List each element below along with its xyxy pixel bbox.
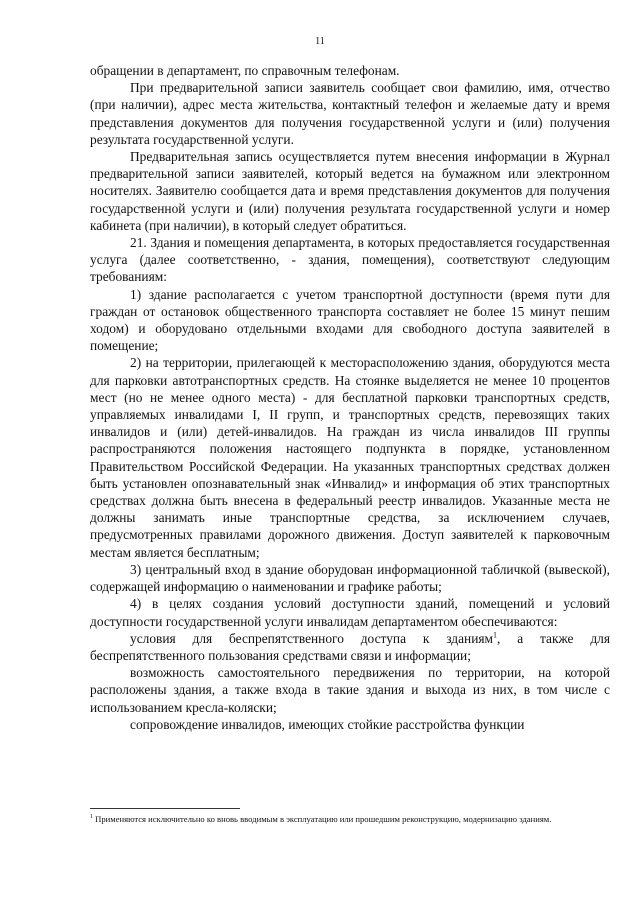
- access-conditions-text-end: , а также для беспрепятственного пользования средствами связи и информации;: [90, 630, 610, 663]
- footnote: [90, 813, 610, 826]
- paragraph-record-journal: Предварительная запись осуществляется путем внесения информации в Журнал предварительной записи заявителей, который ведется на бумажном или электронном носителях. Заявителю сообщается дата и время представления документов для получения государственной услуги и (или) получения результата государственной услуги и номер кабинета (при наличии), в который следует обратиться.: [90, 149, 610, 233]
- paragraph-item-21: 21. Здания и помещения департамента, в которых предоставляется государственная услуга (далее соответственно, - здания, помещения), соответствуют следующим требованиям:: [90, 235, 610, 285]
- footnote-reference: 1: [493, 630, 497, 640]
- paragraph-subitem-2: 2) на территории, прилегающей к месторасположению здания, оборудуются места для парковки автотранспортных средств. На стоянке выделяется не менее 10 процентов мест (но не менее одного места) - для бесплатной парковки транспортных средств, управляемых инвалидами I, II групп, и транспортных средств, перевозящих таких инвалидов и (или) детей-инвалидов. На граждан из числа инвалидов III группы распространяются положения настоящего подпункта в порядке, установленном Правительством Российской Федерации. На указанных транспортных средствах должен быть установлен опознавательный знак «Инвалид» и информация об этих транспортных средствах должна быть внесена в федеральный реестр инвалидов. Указанные места не должны занимать иные транспортные средства, за исключением случаев, предусмотренных правилами дорожного движения. Доступ заявителей к парковочным местам является бесплатным;: [90, 355, 610, 560]
- page-number: 11: [315, 36, 325, 47]
- paragraph-independent-movement: возможность самостоятельного передвижения по территории, на которой расположены здания, а также входа в такие здания и выхода из них, в том числе с использованием кресла-коляски;: [90, 665, 610, 715]
- paragraph-subitem-4: 4) в целях создания условий доступности зданий, помещений и условий доступности государственной услуги инвалидам департаментом обеспечиваются:: [90, 596, 610, 629]
- footnote-text: Применяются исключительно ко вновь вводимым в эксплуатацию или прошедшим реконструкцию, модернизацию зданиям.: [95, 814, 552, 824]
- footnote-marker: 1: [90, 814, 93, 821]
- document-body: [90, 62, 610, 733]
- footnote-divider: [90, 808, 240, 809]
- paragraph-subitem-1: 1) здание располагается с учетом транспортной доступности (время пути для граждан от остановок общественного транспорта составляет не более 15 минут пешим ходом) и оборудовано отдельными входами для свободного доступа заявителей в помещение;: [90, 286, 610, 354]
- paragraph-access-conditions: [90, 630, 610, 664]
- paragraph-subitem-3: 3) центральный вход в здание оборудован информационной табличкой (вывеской), содержащей информацию о наименовании и графике работы;: [90, 561, 610, 595]
- paragraph-preliminary-record: При предварительной записи заявитель сообщает свои фамилию, имя, отчество (при наличии), адрес места жительства, контактный телефон и желаемые дату и время представления документов для получения государственной услуги и (или) получения результата государственной услуги.: [90, 80, 610, 147]
- paragraph-continuation: обращении в департамент, по справочным телефонам.: [90, 63, 400, 78]
- paragraph-escort: сопровождение инвалидов, имеющих стойкие расстройства функции: [130, 716, 525, 732]
- access-conditions-text-start: условия для беспрепятственного доступа к зданиям: [130, 630, 493, 646]
